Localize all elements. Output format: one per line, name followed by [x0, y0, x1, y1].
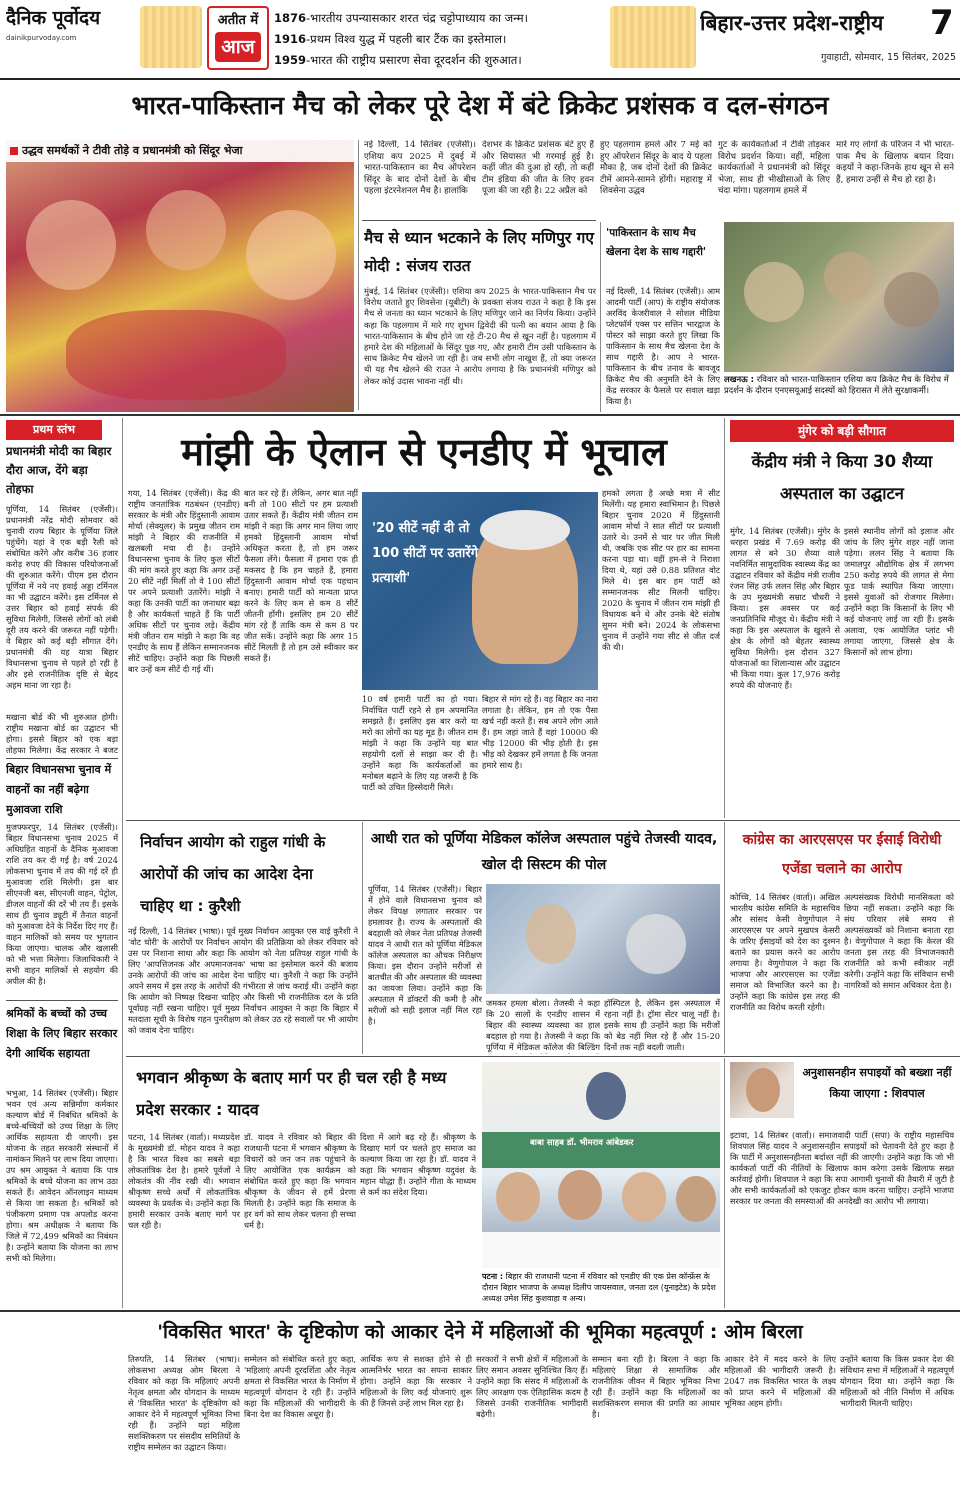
divider — [126, 1056, 960, 1057]
crowd-shape — [676, 1176, 716, 1222]
portrait-hair-shape — [480, 510, 570, 550]
shrikrishna-headline: भगवान श्रीकृष्ण के बताए मार्ग पर ही चल रही है मध्य प्रदेश सरकार : यादव — [136, 1068, 447, 1119]
shramik-body: भभुआ, 14 सितंबर (एजेंसी)। बिहार भवन एवं अन्य सन्निर्माण कर्मकार कल्याण बोर्ड में निबंधित श्रमिकों के बच्चे-बच्चियों को उच्च शिक्षा के लिए आर्थिक सहायता दी जाएगी। इस योजना के तहत सरकारी संस्थानों में नामांकन मिलने पर लाभ दिया जाएगा। उप श्रम आयुक्त ने बताया कि पात्र श्रमिकों के बच्चे योजना का लाभ उठा सकते हैं। आवेदन ऑनलाइन माध्यम से किया जा सकता है। श्रमिकों को पंजीकरण प्रमाण पत्र अपलोड करना होगा। श्रम अधीक्षक ने बताया कि जिले में 72,499 श्रमिकों का निबंधन है। उन्होंने बताया कि योजना का लाभ सभी को मिलेगा। — [6, 1088, 118, 1263]
crowd-shape — [146, 190, 226, 270]
divider — [362, 822, 363, 1054]
shrikrishna-column: डॉ. यादव ने रविवार को बिहार की राजधानी पटना में भगवान श्रीकृष्ण के विचारों को जन जन तक पहुंचाने के लिए आयोजित एक कार्यक्रम को संबोधित करते हुए कहा कि भगवान श्रीकृष्ण के जीवन से हमें प्रेरणा मिलती है। उन्होंने कहा कि समाज के हर वर्ग को साथ लेकर चलना ही सच्चा धर्म है। — [244, 1132, 356, 1230]
shivpal-body: इटावा, 14 सितंबर (वार्ता)। समाजवादी पार्टी (सपा) के राष्ट्रीय महासचिव शिवपाल सिंह यादव ने अनुशासनहीन सपाइयों को चेतावनी देते हुए कहा है कि पार्टी में अनुशासनहीनता बर्दाश्त नहीं की जाएगी। उन्होंने कहा कि जो भी कार्यकर्ता पार्टी की नीतियों के खिलाफ काम करेगा उसके खिलाफ सख्त कार्रवाई होगी। शिवपाल ने कहा कि सपा आगामी चुनावों की तैयारी में जुटी है और सभी कार्यकर्ताओं को एकजुट होकर काम करना चाहिए। उन्होंने भाजपा सरकार पर जनता की समस्याओं की अनदेखी का आरोप भी लगाया। — [730, 1130, 954, 1206]
modi-visit-body-2: मखाना बोर्ड की भी शुरुआत होगी। राष्ट्रीय मखाना बोर्ड का उद्घाटन भी होगा। इससे बिहार को एक बड़ा तोहफा मिलेगा। केंद्र सरकार ने बजट — [6, 712, 118, 755]
divider — [0, 414, 960, 416]
manjhi-headline: मांझी के ऐलान से एनडीए में भूचाल — [181, 430, 667, 474]
birla-column: उन्होंने बताया कि किस प्रकार देश की संविधान सभा में महिलाओं ने महत्वपूर्ण योगदान दिया था। उन्होंने कहा कि महिलाओं को नीति निर्माण में अधिक भागीदारी मिलनी चाहिए। — [840, 1354, 954, 1408]
raut-body: मुंबई, 14 सितंबर (एजेंसी)। एशिया कप 2025 के भारत-पाकिस्तान मैच पर विरोध जताते हुए शिवसेना (यूबीटी) के प्रवक्ता संजय राउत ने कहा है कि इस मैच से जनता का ध्यान भटकाने के लिए मणिपुर जाने का निर्णय किया। उन्होंने कहा कि पहलगाम में मारे गए शुभम द्विवेदी की पत्नी का बयान आया है कि भारत-पाकिस्तान के बीच होने जा रहे टी-20 मैच से खून नहीं है। पहलगाम में हमारे देश की महिलाओं के सिंदूर पुछ गए, और हमारी टीम उसी पाकिस्तान के साथ क्रिकेट मैच खेलने जा रही है। जब सभी लोग नाखुश हैं, तो क्या जरूरत थी यह मैच खेलने की राउत ने आरोप लगाया है कि प्रधानमंत्री मणिपुर को लेकर कोई उदास भावना नहीं थी। — [364, 286, 596, 386]
manjhi-photo — [362, 492, 598, 690]
manjhi-column: हमको लगता है अच्छे मत्रा में सीट मिलेंगी। यह हमारा स्वाभिमान है। पिछले बिहार चुनाव 2020 में हिंदुस्तानी आवाम मोर्चा ने सात सीटों पर प्रत्याशी उतारे थे। उनमें से चार पर जीत मिली थी, जबकि एक सीट पर हार का सामना करना पड़ा था। वहीं हम-से ने निराशा दिया थे, यहां उसे 0.88 प्रतिशत वोट मिले थे। इस बार हम पार्टी को सम्मानजनक सीट मिलनी चाहिए। 2020 के चुनाव में जीतन राम मांझी ही विधायक बने थे और उनके बेटे संतोष सुमन मंत्री बने। 2024 के लोकसभा चुनाव में उन्होंने गया सीट से जीत दर्ज की थी। — [602, 488, 720, 652]
masthead — [0, 0, 960, 76]
divider — [0, 78, 960, 80]
atit-badge — [207, 6, 269, 70]
prathamstambh-label: प्रथम स्तंभ — [6, 420, 102, 440]
section-title: बिहार-उत्तर प्रदेश-राष्ट्रीय — [700, 11, 884, 35]
divider — [600, 222, 601, 412]
shivpal-headline: अनुशासनहीन सपाइयों को बख्शा नहीं किया जाएगा : शिवपाल — [802, 1066, 952, 1100]
crowd-shape — [884, 272, 939, 327]
portrait-shape — [746, 1068, 780, 1112]
divider — [724, 418, 725, 818]
divider — [362, 220, 596, 221]
history-list — [274, 8, 604, 70]
birla-column: सम्मेलन को संबोधित करते हुए कहा, 'महिलाएं अपनी दूरदर्शिता और नेतृत्व क्षमता से विकसित भारत के निर्माण में महत्वपूर्ण योगदान दे रही हैं। उन्होंने कहा कि महिलाओं की भागीदारी के बिना देश का विकास अधूरा है। — [244, 1354, 356, 1419]
aap-body: नई दिल्ली, 14 सितंबर (एजेंसी)। आम आदमी पार्टी (आप) के राष्ट्रीय संयोजक अरविंद केजरीवाल ने सोशल मीडिया प्लेटफॉर्म एक्स पर सत्तिन भारद्वाज के पोस्टर को साझा करते हुए लिखा कि पाकिस्तान के साथ मैच खेलना देश के साथ गद्दारी है। आप ने भारत-पाकिस्तान के बीच तनाव के बावजूद क्रिकेट मैच की अनुमति देने के लिए केंद्र सरकार के फैसले पर सवाल खड़ा किया है। — [606, 286, 720, 406]
lead-column: मारे गए लोगों के परिजन ने भी भारत-पाक मैच के खिलाफ बयान दिया। कइयों ने कहा-जिनके हाथ खून से सने हैं, हमारा उन्हीं से मैच हो रहा है। — [836, 140, 954, 185]
tejashwi-column: हॉस्पिटल है, लेकिन इस अस्पताल में रहना नहीं है। ट्रॉमा सेंटर चालू नहीं है। इसके साथ ही उन्होंने कहा कि मरीजों को बेड नहीं मिल रहे हैं और 15-20 दिनों तक नहीं बदली जाती। — [604, 998, 720, 1052]
munger-headline: केंद्रीय मंत्री ने किया 30 शैय्या अस्पताल का उद्घाटन — [751, 452, 933, 503]
divider — [358, 140, 359, 410]
munger-column: इससे स्थानीय लोगों को इलाज और जांच के लिए मुंगेर शहर नहीं जाना पड़ेगा। ललन सिंह ने बताया कि जमालपुर औद्योगिक क्षेत्र में लगभग 250 करोड़ रुपये की लागत से मेगा फूड पार्क स्थापित किया जाएगा। इससे युवाओं को रोजगार मिलेगा। उन्होंने कहा कि किसानों के लिए भी कई योजनाएं लाई जा रही हैं। इसके अलावा, एक आयोजित प्लांट भी लगाया जाएगा, जिससे क्षेत्र के किसानों को लाभ होगा। — [844, 526, 954, 657]
page-number: 7 — [930, 3, 954, 43]
dateline: गुवाहाटी, सोमवार, 15 सितंबर, 2025 — [820, 52, 956, 63]
modi-visit-body: पूर्णिया, 14 सितंबर (एजेंसी)। प्रधानमंत्री नरेंद्र मोदी सोमवार को चुनावी राज्य बिहार के पूर्णिया जिले पहुंचेंगे। यहां वे एक बड़ी रैली को संबोधित करेंगे और करीब 36 हजार करोड़ रुपए की विकास परियोजनाओं की शुरुआत करेंगे। पीएम इस दौरान पूर्णिया में नये नए हवाई अड्डा टर्मिनल का भी उद्घाटन करेंगे। इस टर्मिनल से उत्तर बिहार को हवाई संपर्क की सुविधा मिलेगी, जिससे लोगों को लंबी दूरी तय करने की जरूरत नहीं पड़ेगी। वे बिहार को कई बड़ी सौगात देंगे। प्रधानमंत्री की यह यात्रा बिहार विधानसभा चुनाव से पहले हो रही है और इसे राजनीतिक दृष्टि से बेहद अहम माना जा रहा है। — [6, 504, 118, 690]
crowd-shape — [824, 252, 874, 302]
crowd-shape — [526, 904, 576, 964]
history-item: 1916-प्रथम विश्व युद्ध में पहली बार टैंक का इस्तेमाल। — [274, 32, 507, 46]
crowd-shape — [744, 262, 804, 322]
birla-column: आर्थिक रूप से सशक्त होने से ही आत्मनिर्भर भारत का सपना साकार होगा। उन्होंने कहा कि सरकार ने महिलाओं के लिए कई योजनाएं शुरू की हैं जिनसे उन्हें लाभ मिल रहा है। — [360, 1354, 472, 1408]
lead-column: गुट के कार्यकर्ताओं ने टीवी तोड़कर विरोध प्रदर्शन किया। वहीं, महिला कार्यकर्ताओं ने प्रधानमंत्री को सिंदूर भेजा, साथ ही भीखीसाओं के लिए चंदा मांगा। पहलगाम हमले में — [718, 140, 830, 197]
munger-column: मुंगेर, 14 सितंबर (एजेंसी)। मुंगेर के धरहरा प्रखंड में 7.69 करोड़ की लागत से बने 30 शैय्या वाले नवनिर्मित सामुदायिक स्वास्थ्य केंद्र का उद्घाटन रविवार को केंद्रीय मंत्री राजीव रंजन सिंह उर्फ ललन सिंह और बिहार के उप मुख्यमंत्री सम्राट चौधरी ने किया। इस अवसर पर कई जनप्रतिनिधि मौजूद थे। केंद्रीय मंत्री ने कहा कि इस अस्पताल के खुलने से क्षेत्र के लोगों को बेहतर स्वास्थ्य सुविधा मिलेगी। इस दौरान 327 योजनाओं का शिलान्यास और उद्घाटन भी किया गया। कुल 17,976 करोड़ रुपये की योजनाएं हैं। — [730, 526, 840, 690]
crowd-shape — [558, 1170, 602, 1220]
birla-column: आकार देने में मदद करने के लिए महिलाओं की भागीदारी जरूरी है। 2047 तक विकसित भारत के लक्ष्य को प्राप्त करने में महिलाओं की भूमिका अहम होगी। — [724, 1354, 836, 1408]
tejashwi-column: जमकर हमला बोला। तेजस्वी ने कहा कि 20 सालों के एनडीए शासन में बिहार की स्वास्थ्य व्यवस्था का हाल बदहाल हो गया है। तेजस्वी ने कहा कि पूर्णिया में मेडिकल कॉलेज की बिल्डिंग — [486, 998, 600, 1052]
crowd-shape — [626, 914, 686, 974]
birla-column: सरकारों ने सभी क्षेत्रों में महिलाओं के लिए समान अवसर सुनिश्चित किए हैं। उन्होंने कहा कि संसद में महिलाओं के लिए आरक्षण एक ऐतिहासिक कदम है जिससे उनकी राजनीतिक भागीदारी बढ़ेगी। — [476, 1354, 588, 1419]
crowd-shape — [496, 1172, 540, 1222]
protest-caption: लखनऊ : रविवार को भारत-पाकिस्तान एशिया कप क्रिकेट मैच के विरोध में प्रदर्शन के दौरान एनएसयूआई सदस्यों को हिरासत में लेते सुरक्षाकर्मी। — [724, 374, 949, 395]
tejashwi-photo — [486, 884, 720, 994]
divider — [126, 820, 960, 821]
aap-headline: 'पाकिस्तान के साथ मैच खेलना देश के साथ गद्दारी' — [606, 227, 707, 258]
divider — [122, 418, 123, 1308]
divider — [6, 758, 118, 759]
atit-top-label: अतीत में — [217, 13, 259, 28]
modi-visit-headline: प्रधानमंत्री मोदी का बिहार दौरा आज, देंगे बड़ा तोहफा — [6, 444, 112, 496]
crowd-shape — [66, 310, 286, 400]
divider — [0, 1310, 960, 1312]
congress-column: अल्पसंख्यक विरोधी मानसिकता को छिपा नहीं सकता। उन्होंने कहा कि संघ परिवार लंबे समय से अल्पसंख्यकों को निशाना बनाता रहा है। वेणुगोपाल ने कहा कि केरल की जनता इस तरह की विभाजनकारी राजनीति को कभी स्वीकार नहीं करेगी। उन्होंने कहा कि संविधान सभी नागरिकों को समान अधिकार देता है। — [844, 892, 954, 990]
shramik-headline: श्रमिकों के बच्चों को उच्च शिक्षा के लिए बिहार सरकार देगी आर्थिक सहायता — [6, 1007, 118, 1060]
website-url: dainikpurvoday.com — [6, 34, 77, 42]
birla-column: सम्मान बना रही है। बिरला ने कहा कि महिलाएं शिक्षा से सामाजिक और राजनीतिक जीवन में बिहार भूमिका निभा रही हैं। उन्होंने कहा कि महिलाओं का सशक्तिकरण समाज की प्रगति का आधार है। — [592, 1354, 720, 1419]
press-conference-photo — [482, 1062, 720, 1268]
shivpal-photo — [730, 1062, 794, 1118]
press-conference-caption: पटना : बिहार की राजधानी पटना में रविवार को एनडीए की एक प्रेस कॉन्फ्रेंस के दौरान बिहार भाजपा के अध्यक्ष दिलीप जायसवाल, जनता दल (यूनाइटेड) के प्रदेश अध्यक्ष उमेश सिंह कुशवाहा व अन्य। — [482, 1272, 716, 1303]
raut-headline: मैच से ध्यान भटकाने के लिए मणिपुर गए मोदी : संजय राउत — [364, 229, 594, 275]
crowd-shape — [622, 1172, 666, 1222]
lead-column: देशभर के क्रिकेट प्रशंसक बंटे हुए हैं और सियासत भी गरमाई हुई है। कहीं जीत की दुआ हो रही, तो कहीं टीम इंडिया की जीत के लिए हवन पूजा की जा रही है। 22 अप्रैल को — [482, 140, 594, 197]
protest-photo — [724, 222, 954, 372]
manjhi-quote: '20 सीटें नहीं दी तो 100 सीटों पर उतारेंगे प्रत्याशी' — [372, 521, 479, 586]
crowd-shape — [246, 210, 336, 300]
lead-headline: भारत-पाकिस्तान मैच को लेकर पूरे देश में बंटे क्रिकेट प्रशंसक व दल-संगठन — [131, 91, 829, 121]
photo-caption-bar — [6, 140, 354, 162]
kureshi-headline: निर्वाचन आयोग को राहुल गांधी के आरोपों की जांच का आदेश देना चाहिए था : कुरैशी — [140, 833, 326, 915]
manjhi-column: बिहार से मांग रहे हैं। वह बिहार का नारा लगाता है। लेकिन, हम तो एक पैसा खर्च नहीं करते हैं। सब अपने लोग आते हैं। हम जहां जाते हैं वहां 10000 की भीड़ 12000 की भीड़ होती है। इस भीड़ को देखकर हमें लगता है कि जनता हमारे साथ है। — [482, 694, 598, 770]
lead-photo — [6, 140, 354, 412]
munger-label: मुंगेर को बड़ी सौगात — [730, 420, 954, 442]
tejashwi-column: पूर्णिया, 14 सितंबर (एजेंसी)। बिहार में होने वाले विधानसभा चुनाव को लेकर विपक्ष लगातार सरकार पर हमलावर है। राज्य के अस्पतालों की बदहाली को लेकर नेता प्रतिपक्ष तेजस्वी यादव ने आधी रात को पूर्णिया मेडिकल कॉलेज अस्पताल का औचक निरीक्षण किया। इस दौरान उन्होंने मरीजों से बातचीत की और अस्पताल की व्यवस्था का जायजा लिया। उन्होंने कहा कि अस्पताल में डॉक्टरों की कमी है और मरीजों को सही इलाज नहीं मिल रहा है। — [368, 884, 482, 1026]
vahan-body: मुजफ्फरपुर, 14 सितंबर (एजेंसी)। बिहार विधानसभा चुनाव 2025 में अधिग्रहित वाहनों के दैनिक मुआवजा राशि तय कर दी गई है। वर्ष 2024 लोकसभा चुनाव में तय की गई दरें ही मुआवजा राशि मिलेगी। इस बार सीएनजी बस, सीएनजी वाहन, पेट्रोल, डीजल वाहनों की दरें भी तय हैं। इसके साथ ही चुनाव ड्यूटी में तैनात वाहनों को मुआवजा देने के निर्देश दिए गए हैं। वाहन मालिकों को समय पर भुगतान किया जाएगा। चालक और खलासी को भी भत्ता मिलेगा। जिलाधिकारी ने सभी वाहन मालिकों से सहयोग की अपील की है। — [6, 822, 118, 986]
manjhi-column: 10 वर्ष हमारी पार्टी का हो गया। निर्वाचित पार्टी रहने से हम अपमानित समझते हैं। इसलिए इस बार करो या मरो का लोगों का यह मूड है। जीतन राम मांझी ने कहा कि उन्होंने यह बात सहयोगी दलों से साझा कर दी है। उन्होंने कहा कि कार्यकर्ताओं का मनोबल बढ़ाने के लिए यह जरूरी है कि पार्टी को उचित हिस्सेदारी मिले। — [362, 694, 478, 792]
shrikrishna-column: दिशा में आगे बढ़ रहे हैं। श्रीकृष्ण के दिखाए मार्ग पर चलते हुए समाज का कल्याण किया जा रहा है। डॉ. यादव ने कहा कि भगवान श्रीकृष्ण यदुवंश के महान योद्धा हैं। उन्होंने गीता के माध्यम से कर्म का संदेश दिया। — [360, 1132, 476, 1197]
divider — [6, 1000, 118, 1001]
history-item: 1876-भारतीय उपन्यासकार शरत चंद्र चट्टोपाध्याय का जन्म। — [274, 11, 529, 25]
newspaper-logo: दैनिक पूर्वोदय — [6, 7, 101, 29]
birla-column: तिरुपति, 14 सितंबर (भाषा)। लोकसभा अध्यक्ष ओम बिरला ने रविवार को कहा कि महिलाएं अपनी नेतृत्व क्षमता और योगदान के माध्यम से 'विकसित भारत' के दृष्टिकोण को आकार देने में महत्वपूर्ण भूमिका निभा रही हैं। उन्होंने यहां महिला सशक्तिकरण पर संसदीय समितियों के राष्ट्रीय सम्मेलन का उद्घाटन किया। — [128, 1354, 240, 1452]
congress-headline: कांग्रेस का आरएसएस पर ईसाई विरोधी एजेंडा चलाने का आरोप — [742, 832, 942, 877]
kureshi-body: नई दिल्ली, 14 सितंबर (भाषा)। पूर्व मुख्य निर्वाचन आयुक्त एस वाई कुरैशी ने 'वोट चोरी' के आरोपों पर निर्वाचन आयोग की प्रतिक्रिया को लेकर रविवार को उस पर निशाना साधा और कहा कि आयोग को नेता प्रतिपक्ष राहुल गांधी के लिए 'आपत्तिजनक और अपमानजनक' भाषा का इस्तेमाल करने की बजाय उनके आरोपों की जांच का आदेश देना चाहिए था। कुरैशी ने कहा कि उन्होंने अपने समय में इस तरह के आरोपों की गंभीरता से जांच कराई थी। उन्होंने कहा कि आयोग को निष्पक्ष दिखना चाहिए और किसी भी राजनीतिक दल के प्रति पूर्वाग्रह नहीं रखना चाहिए। पूर्व मुख्य निर्वाचन आयुक्त ने कहा कि बिहार में मतदाता सूची के विशेष गहन पुनरीक्षण को लेकर उठ रहे सवालों पर भी आयोग को जवाब देना चाहिए। — [128, 926, 358, 1035]
manjhi-column: गया, 14 सितंबर (एजेंसी)। केंद्र की राष्ट्रीय जनतांत्रिक गठबंधन (एनडीए) सरकार के मंत्री और हिंदुस्तानी आवाम मोर्चा (सेक्युलर) के प्रमुख जीतन राम मांझी ने बिहार की राजनीति में खलबली मचा दी है। उन्होंने विधानसभा चुनाव के लिए कुल सीटों की मांग करते हुए कहा कि अगर उन्हें 20 सीटें नहीं मिलीं तो वे 100 सीटों पर अपने प्रत्याशी उतारेंगे। मांझी ने कहा कि उनकी पार्टी का जनाधार बढ़ा है और कार्यकर्ता चाहते हैं कि पार्टी अधिक सीटों पर चुनाव लड़े। केंद्रीय मंत्री जीतन राम मांझी ने कहा कि वह एनडीए के साथ हैं लेकिन सम्मानजनक सीटें चाहिए। उन्होंने कहा कि पिछली बार उन्हें कम सीटें दी गई थीं। — [128, 488, 240, 674]
red-square-icon — [10, 147, 18, 155]
shrikrishna-column: पटना, 14 सितंबर (वार्ता)। मध्यप्रदेश के मुख्यमंत्री डॉ. मोहन यादव ने कहा है कि भारत विश्व का सबसे बड़ा लोकतांत्रिक देश है। हमारे पूर्वजों ने लोकतंत्र की नींव रखी थी। भगवान श्रीकृष्ण सच्चे अर्थों में लोकतांत्रिक व्यवस्था के प्रवर्तक थे। उन्होंने कहा कि हमारी सरकार उनके बताए मार्ग पर चल रही है। — [128, 1132, 240, 1230]
vahan-headline: बिहार विधानसभा चुनाव में वाहनों का नहीं बढ़ेगा मुआवजा राशि — [6, 763, 112, 816]
history-item: 1959-भारत की राष्ट्रीय प्रसारण सेवा दूरदर्शन की शुरुआत। — [274, 53, 522, 67]
divider — [724, 1058, 725, 1308]
decorative-lotus-strip — [140, 6, 202, 68]
divider — [724, 822, 725, 1054]
decorative-lotus-strip — [610, 6, 696, 68]
birla-headline: 'विकसित भारत' के दृष्टिकोण को आकार देने में महिलाओं की भूमिका महत्वपूर्ण : ओम बिरला — [157, 1321, 803, 1343]
lead-column: हुए पहलगाम हमले और 7 मई को हुए ऑपरेशन सिंदूर के बाद ये पहला मौका है, जब दोनों देशों की क्रिकेट टीमें आमने-सामने होंगी। महाराष्ट्र में शिवसेना उद्धव — [600, 140, 712, 197]
table-shape — [482, 1232, 720, 1268]
crowd-shape — [26, 200, 116, 290]
congress-column: कोच्चि, 14 सितंबर (वार्ता)। अखिल भारतीय कांग्रेस समिति के महासचिव और सांसद केसी वेणुगोपाल ने आरएसएस पर अपने मुखपत्र केसरी के जरिए ईसाइयों को देश का दुश्मन बताने का प्रयास करने का आरोप लगाया है। वेणुगोपाल ने कहा कि भाजपा और आरएसएस का एजेंडा समाज को विभाजित करने का है। उन्होंने कहा कि कांग्रेस इस तरह की राजनीति का विरोध करती रहेगी। — [730, 892, 840, 1012]
press-banner-text: बाबा साहब डॉ. भीमराव आंबेडकर — [530, 1137, 634, 1147]
tejashwi-headline: आधी रात को पूर्णिया मेडिकल कॉलेज अस्पताल पहुंचे तेजस्वी यादव, खोल दी सिस्टम की पोल — [370, 831, 718, 873]
lead-photo-caption: उद्धव समर्थकों ने टीवी तोड़े व प्रधानमंत्री को सिंदूर भेजा — [22, 144, 243, 157]
lead-column: नई दिल्ली, 14 सितंबर (एजेंसी)। एशिया कप 2025 में दुबई में भारत-पाकिस्तान का मैच ऑपरेशन सिंदूर के बाद दोनों देशों के बीच पहला इंटरनेशनल मैच है। हालांकि — [364, 140, 476, 197]
portrait-shape — [586, 1072, 626, 1120]
manjhi-column: बात कर रहे हैं। लेकिन, अगर बात नहीं बनी तो 100 सीटों पर हम प्रत्याशी उतार सकते हैं। केंद्रीय मंत्री जीतन राम मांझी ने कहा कि अगर मान लिया जाए हमको हिंदुस्तानी आवाम मोर्चा अधिकृत करता है, तो हम जरूर फैसला लेंगे। फैसला में हमारा एक ही मकसद है कि हम चाहते हैं, हमारा हिंदुस्तानी आवाम मोर्चा एक पहचान बनाए। हमारी पार्टी को मान्यता प्राप्त करने के लिए कम से कम 8 सीटें जीतनी होंगी। इसलिए हम 20 सीटें मांग रहे हैं ताकि कम से कम 8 पर जीत सकें। उन्होंने कहा कि अगर 15 सीटें मिलती हैं तो हम उसे स्वीकार कर सकते हैं। — [244, 488, 358, 663]
atit-bottom-label: आज — [215, 32, 261, 62]
